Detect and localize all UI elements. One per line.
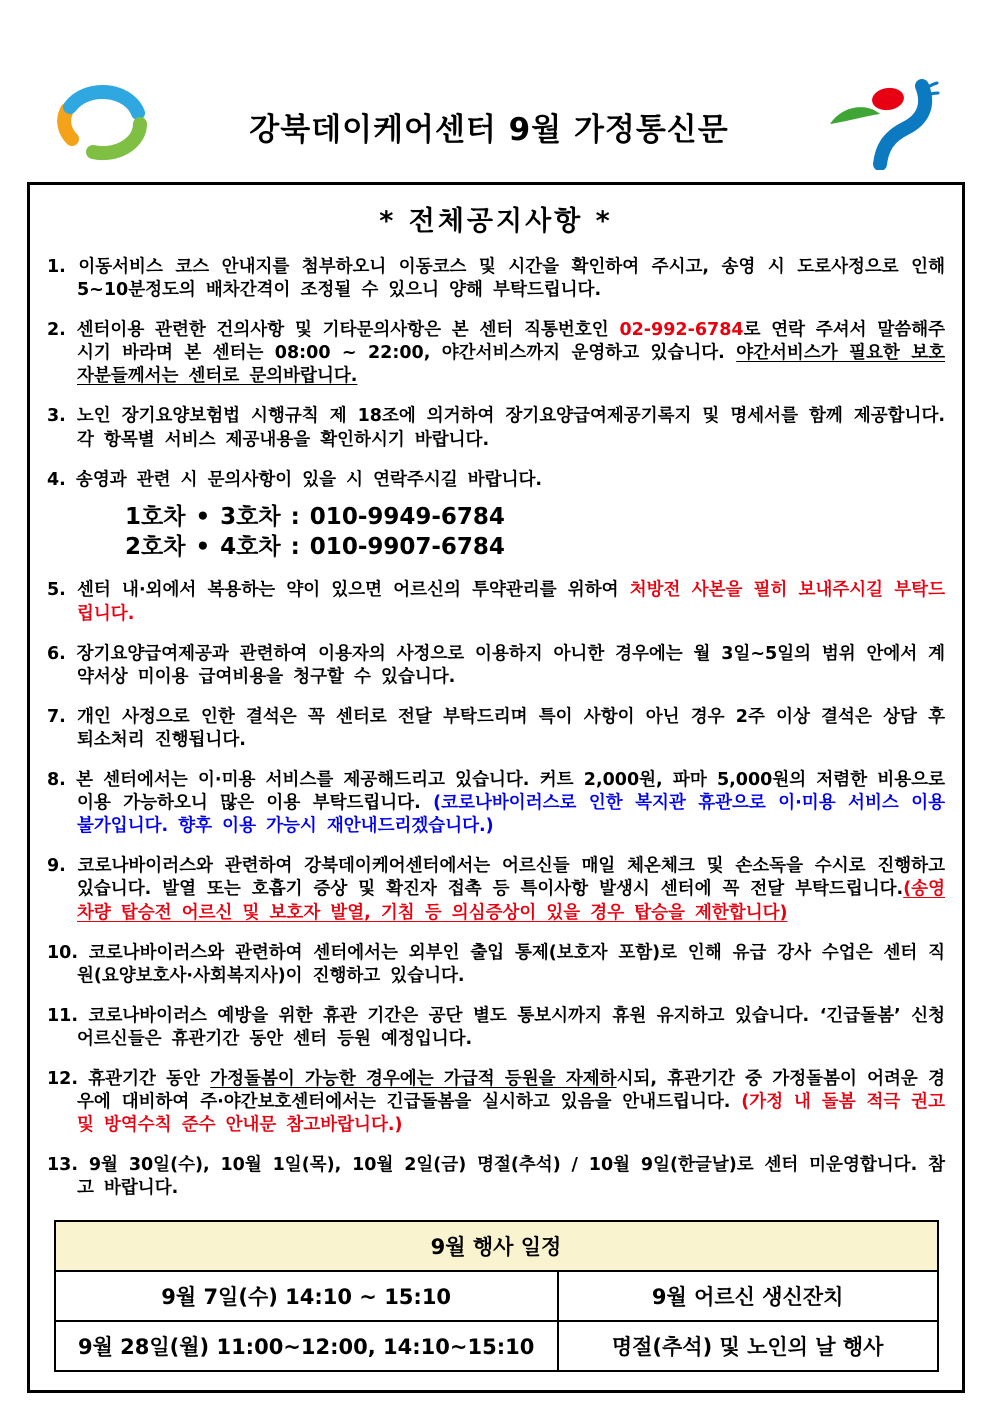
seoul-city-logo-icon [822,78,940,174]
item-number: 9. [47,856,78,877]
text-segment-normal: 센터이용 관련한 건의사항 및 기타문의사항은 본 센터 직통번호인 [76,320,620,341]
text-segment-normal: 노인 장기요양보험법 시행규칙 제 18조에 의거하여 장기요양급여제공기록지 및 명세서를 함께 제공합니다. 각 항목별 서비스 제공내용을 확인하시기 바랍니다. [76,406,946,450]
notice-item [47,469,945,563]
item-number: 5. [47,580,78,601]
phone-entry: 2호차 • 4호차 : 010-9907-6784 [125,534,505,561]
notice-item [47,1068,945,1137]
text-segment-normal: 코로나바이러스와 관련하여 센터에서는 외부인 출입 통제(보호자 포함)로 인해 유급 강사 수업은 센터 직원(요양보호사·사회복지사)이 진행하고 있습니다. [77,942,946,986]
text-segment-normal: 송영과 관련 시 문의사항이 있을 시 연락주시길 바랍니다. [75,469,543,490]
text-segment-normal: 휴관기간 동안 [88,1068,211,1089]
notice-item [47,643,945,689]
text-segment-red: 처방전 사본을 필히 보내주시길 부탁드립니다. [77,580,945,624]
text-segment-normal: 장기요양급여제공과 관련하여 이용자의 사정으로 이용하지 아니한 경우에는 월 3일~5일의 범위 안에서 계약서상 미이용 급여비용을 청구할 수 있습니다. [76,643,945,687]
item-number: 1. [47,257,79,277]
schedule-table [54,1220,939,1372]
text-segment-normal: 센터 내·외에서 복용하는 약이 있으면 어르신의 투약관리를 위하여 [77,580,630,601]
item-text [77,257,945,300]
item-number: 10. [47,942,89,963]
schedule-time-cell: 9월 28일(월) 11:00~12:00, 14:10~15:10 [55,1321,558,1371]
notice-item [47,579,945,625]
text-segment-red: 02-992-6784 [619,320,744,341]
item-number: 12. [47,1068,89,1089]
text-segment-normal: 시되, 휴관기간 중 가정돌봄이 어려운 경우에 대비하여 주·야간보호센터에서는 긴급돌봄을 실시하고 있음을 안내드립니다. [77,1068,946,1113]
notice-item [47,1154,945,1200]
item-number: 6. [47,643,77,664]
notice-title: * 전체공지사항 * [379,206,613,237]
text-segment-normal: 9월 30일(수), 10월 1일(목), 10월 2일(금) 명절(추석) / 10월 9일(한글날)로 센터 미운영합니다. 참고 바랍니다. [77,1155,946,1199]
notice-item [47,405,945,451]
vehicle-phone-line [125,502,945,563]
notice-item [47,855,945,924]
schedule-row [55,1321,938,1371]
text-segment-normal: 로 연락 주셔서 말씀해주시기 바라며 본 센터는 08:00 ~ 22:00, 야간서비스까지 운영하고 있습니다. [77,320,945,364]
text-segment-ul: 가정돌봄이 가능한 경우에는 가급적 등원을 자제하 [210,1068,617,1089]
text-segment-normal: 이동서비스 코스 안내지를 첨부하오니 이동코스 및 시간을 확인하여 주시고, 송영 시 도로사정으로 인해 5~10분정도의 배차간격이 조정될 수 있으니 양해 부탁드립니다. [77,257,945,301]
item-number: 8. [47,770,77,791]
text-segment-red: (가정 내 돌봄 적극 권고 및 방역수칙 준수 안내문 참고바랍니다.) [77,1092,945,1136]
text-segment-red-ul: (송영차량 탑승전 어르신 및 보호자 발열, 기침 등 의심증상이 있을 경우 탑승을 제한합니다) [77,879,945,923]
item-text [77,1006,945,1049]
item-text [77,320,945,386]
item-number: 13. [47,1155,89,1176]
notice-item [47,1005,945,1051]
notice-item [47,706,945,752]
notice-item [47,256,945,302]
schedule-event-cell: 9월 어르신 생신잔치 [558,1271,938,1321]
schedule-event-cell: 명절(추석) 및 노인의 날 행사 [558,1321,938,1371]
document-header [0,0,992,180]
notice-item [47,942,945,988]
item-number: 2. [47,320,77,341]
notice-item [47,769,945,838]
item-text [77,943,945,986]
notice-list [47,256,945,1200]
item-text [77,707,945,750]
item-text [76,470,542,490]
item-text [77,580,945,623]
daycare-center-ring-logo-icon [52,77,156,175]
text-segment-normal: 코로나바이러스와 관련하여 강북데이케어센터에서는 어르신들 매일 체온체크 및 손소독을 수시로 진행하고 있습니다. 발열 또는 호흡기 증상 및 확진자 접촉 등 특이사항 발생시 센터에 꼭 전달 부탁드립니다. [77,856,945,900]
notice-box [27,182,965,1393]
item-number: 7. [47,706,78,727]
text-segment-blue: (코로나바이러스로 인한 복지관 휴관으로 이·미용 서비스 이용 불가입니다. 향후 이용 가능시 재안내드리겠습니다.) [77,793,945,837]
notice-item [47,319,945,388]
schedule-table-header-row [55,1221,938,1271]
item-number: 4. [47,469,76,490]
page-title: 강북데이케어센터 9월 가정통신문 [249,111,729,148]
item-text [76,770,945,836]
schedule-row [55,1271,938,1321]
item-text [77,644,945,687]
text-segment-ul: 야간서비스가 필요한 보호자분들께서는 센터로 문의바랍니다. [77,343,945,387]
phone-entry: 1호차 • 3호차 : 010-9949-6784 [125,503,505,530]
item-text [77,1155,945,1198]
schedule-table-title: 9월 행사 일정 [55,1221,938,1271]
item-number: 11. [47,1005,89,1026]
item-text [77,856,945,922]
item-number: 3. [47,406,77,427]
item-text [77,406,945,449]
schedule-time-cell: 9월 7일(수) 14:10 ~ 15:10 [55,1271,558,1321]
text-segment-normal: 본 센터에서는 이·미용 서비스를 제공해드리고 있습니다. 커트 2,000원, 파마 5,000원의 저렴한 비용으로 이용 가능하오니 많은 이용 부탁드립니다. [76,770,945,814]
text-segment-normal: 코로나바이러스 예방을 위한 휴관 기간은 공단 별도 통보시까지 휴원 유지하고 있습니다. ‘긴급돌봄’ 신청 어르신들은 휴관기간 동안 센터 등원 예정입니다. [77,1005,946,1049]
text-segment-normal: 개인 사정으로 인한 결석은 꼭 센터로 전달 부탁드리며 특이 사항이 아닌 경우 2주 이상 결석은 상담 후 퇴소처리 진행됩니다. [77,706,946,750]
item-text [77,1069,945,1135]
